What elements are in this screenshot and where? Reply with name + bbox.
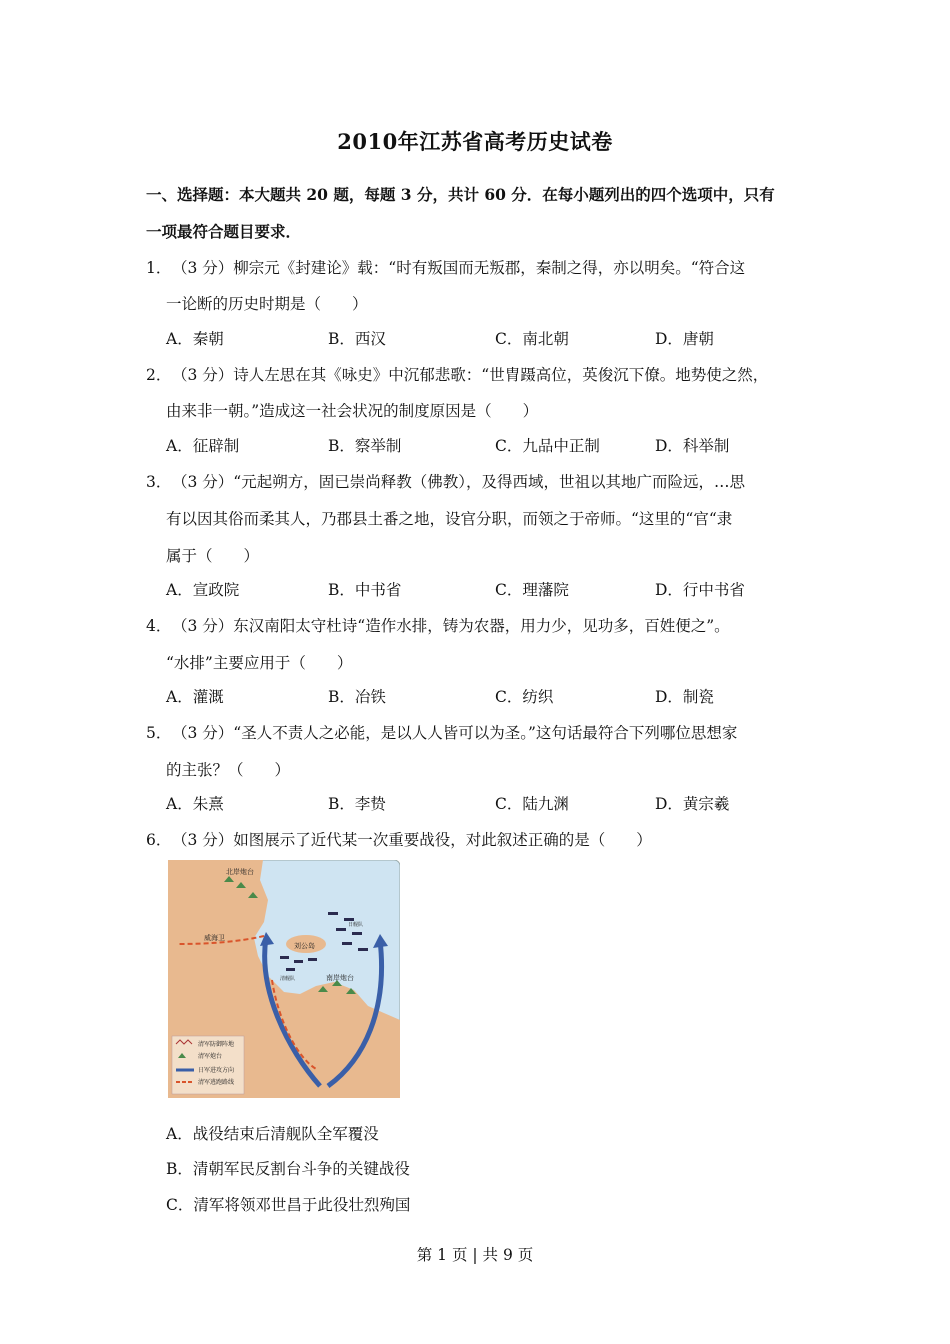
- question-text-line: （3 分）东汉南阳太守杜诗“造作水排，铸为农器，用力少，见功多，百姓便之”。: [172, 617, 730, 635]
- question-text-line: （3 分）“元起朔方，固已崇尚释教（佛教），及得西域，世祖以其地广而险远，…思: [172, 473, 745, 491]
- question-text-line: 属于（ ）: [166, 547, 260, 565]
- option-d[interactable]: D．黄宗羲: [655, 795, 730, 813]
- legend-label: 清军逃跑路线: [198, 1079, 235, 1086]
- section-instruction-line-1: 一、选择题：本大题共 20 题，每题 3 分，共计 60 分．在每小题列出的四个选项中，只有: [146, 185, 775, 204]
- option-b[interactable]: B．西汉: [328, 330, 386, 348]
- section-instruction-line-2: 一项最符合题目要求．: [146, 222, 302, 241]
- question-text-line: “水排”主要应用于（ ）: [166, 654, 353, 672]
- legend-label: 清军防御阵地: [198, 1041, 235, 1048]
- option-d[interactable]: D．唐朝: [655, 330, 714, 348]
- option-c[interactable]: C．纺织: [495, 688, 554, 706]
- question-text-line: 有以因其俗而柔其人，乃郡县土番之地，设官分职，而领之于帝师。“这里的“官“隶: [166, 510, 733, 528]
- question-text-line: 一论断的历史时期是（ ）: [166, 295, 368, 313]
- option-b[interactable]: B．清朝军民反割台斗争的关键战役: [166, 1160, 410, 1178]
- question-number: 6．: [146, 831, 172, 849]
- question-text-line: （3 分）柳宗元《封建论》载：“时有叛国而无叛郡，秦制之得，亦以明矣。“符合这: [172, 259, 746, 277]
- question-text-line: （3 分）如图展示了近代某一次重要战役，对此叙述正确的是（ ）: [172, 831, 652, 849]
- question-number: 3．: [146, 473, 172, 491]
- option-a[interactable]: A．秦朝: [166, 330, 224, 348]
- question-text-line: （3 分）诗人左思在其《咏史》中沉郁悲歌：“世胄蹑高位，英俊沉下僚。地势使之然，: [172, 366, 769, 384]
- question-number: 4．: [146, 617, 172, 635]
- option-b[interactable]: B．冶铁: [328, 688, 386, 706]
- option-a[interactable]: A．宣政院: [166, 581, 240, 599]
- question-text-line: （3 分）“圣人不责人之必能，是以人人皆可以为圣。”这句话最符合下列哪位思想家: [172, 724, 738, 742]
- option-d[interactable]: D．科举制: [655, 437, 730, 455]
- option-d[interactable]: D．制瓷: [655, 688, 714, 706]
- option-a[interactable]: A．征辟制: [166, 437, 240, 455]
- question-number: 2．: [146, 366, 172, 384]
- option-a[interactable]: A．灌溉: [166, 688, 224, 706]
- option-c[interactable]: C．南北朝: [495, 330, 569, 348]
- legend-label: 清军炮台: [198, 1053, 223, 1060]
- option-a[interactable]: A．朱熹: [166, 795, 224, 813]
- option-c[interactable]: C．理藩院: [495, 581, 569, 599]
- battle-map: [168, 860, 400, 1098]
- question-text-line: 由来非一朝。”造成这一社会状况的制度原因是（ ）: [166, 402, 539, 420]
- option-c[interactable]: C．陆九渊: [495, 795, 569, 813]
- label-weihaiwei: 威海卫: [204, 934, 225, 942]
- option-b[interactable]: B．察举制: [328, 437, 402, 455]
- option-b[interactable]: B．李贽: [328, 795, 386, 813]
- label-south-fort: 南岸炮台: [326, 974, 354, 982]
- option-c[interactable]: C．清军将领邓世昌于此役壮烈殉国: [166, 1196, 411, 1214]
- question-text-line: 的主张？（ ）: [166, 761, 291, 779]
- label-japan-fleet: 日舰队: [348, 922, 364, 928]
- option-a[interactable]: A．战役结束后清舰队全军覆没: [166, 1125, 379, 1143]
- label-qing-fleet: 清舰队: [280, 976, 296, 982]
- page-footer: 第 1 页 | 共 9 页: [416, 1246, 534, 1264]
- question-number: 5．: [146, 724, 172, 742]
- question-number: 1．: [146, 259, 172, 277]
- label-liugong: 刘公岛: [294, 942, 315, 950]
- option-d[interactable]: D．行中书省: [655, 581, 745, 599]
- legend-label: 日军进攻方向: [198, 1067, 235, 1074]
- option-b[interactable]: B．中书省: [328, 581, 402, 599]
- label-north-fort: 北岸炮台: [226, 868, 254, 876]
- option-c[interactable]: C．九品中正制: [495, 437, 600, 455]
- page-title: 2010年江苏省高考历史试卷: [337, 129, 613, 154]
